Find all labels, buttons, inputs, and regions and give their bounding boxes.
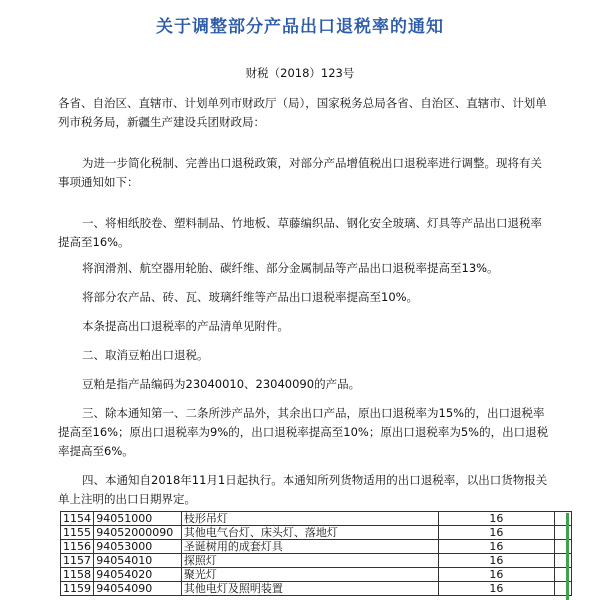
product-code: 94054010	[94, 554, 182, 568]
product-code: 94051000	[94, 512, 182, 526]
document-body	[58, 94, 550, 509]
row-number: 1154	[61, 512, 94, 526]
product-name: 圣诞树用的成套灯具	[181, 540, 438, 554]
table-row	[61, 540, 572, 554]
paragraph-item-3: 三、除本通知第一、二条所涉产品外，其余出口产品，原出口退税率为15%的，出口退税率提高至16%；原出口退税率为9%的，出口退税率提高至10%；原出口退税率为5%的，出口退税率提高至6%。	[58, 406, 549, 458]
product-code: 94054020	[94, 568, 182, 582]
table-row	[61, 568, 572, 582]
paragraph-item-1d: 本条提高出口退税率的产品清单见附件。	[82, 319, 289, 333]
product-code: 94054090	[94, 582, 182, 596]
document-title: 关于调整部分产品出口退税率的通知	[156, 17, 444, 37]
table-row	[61, 554, 572, 568]
refund-rate: 16	[438, 526, 554, 540]
row-number: 1155	[61, 526, 94, 540]
refund-rate: 16	[438, 540, 554, 554]
product-name: 其他电气台灯、床头灯、落地灯	[181, 526, 438, 540]
refund-rate: 16	[438, 582, 554, 596]
product-table	[60, 511, 572, 596]
row-number: 1156	[61, 540, 94, 554]
product-name: 聚光灯	[181, 568, 438, 582]
row-number: 1157	[61, 554, 94, 568]
paragraph-item-1: 一、将相纸胶卷、塑料制品、竹地板、草藤编织品、钢化安全玻璃、灯具等产品出口退税率提高至16%。	[58, 216, 542, 249]
table-row	[61, 512, 572, 526]
row-number: 1158	[61, 568, 94, 582]
paragraph-item-2b: 豆粕是指产品编码为23040010、23040090的产品。	[82, 377, 361, 391]
refund-rate: 16	[438, 568, 554, 582]
product-name: 枝形吊灯	[181, 512, 438, 526]
document-number: 财税（2018）123号	[245, 66, 355, 80]
product-code: 94053000	[94, 540, 182, 554]
paragraph-item-4: 四、本通知自2018年11月1日起执行。本通知所列货物适用的出口退税率，以出口货物报关单上注明的出口日期界定。	[58, 473, 548, 506]
paragraph-item-1c: 将部分农产品、砖、瓦、玻璃纤维等产品出口退税率提高至10%。	[82, 290, 419, 304]
refund-rate: 16	[438, 554, 554, 568]
table-row	[61, 582, 572, 596]
row-number: 1159	[61, 582, 94, 596]
product-name: 探照灯	[181, 554, 438, 568]
product-code: 94052000090	[94, 526, 182, 540]
selection-marker	[566, 513, 569, 600]
table-row	[61, 526, 572, 540]
refund-rate: 16	[438, 512, 554, 526]
paragraph-item-1b: 将润滑剂、航空器用轮胎、碳纤维、部分金属制品等产品出口退税率提高至13%。	[82, 261, 499, 275]
paragraph-item-2: 二、取消豆粕出口退税。	[82, 348, 209, 362]
product-name: 其他电灯及照明装置	[181, 582, 438, 596]
addressees: 各省、自治区、直辖市、计划单列市财政厅（局），国家税务总局各省、自治区、直辖市、计划单列市税务局，新疆生产建设兵团财政局：	[58, 96, 547, 129]
paragraph-intro: 为进一步简化税制、完善出口退税政策，对部分产品增值税出口退税率进行调整。现将有关事项通知如下：	[58, 156, 542, 189]
